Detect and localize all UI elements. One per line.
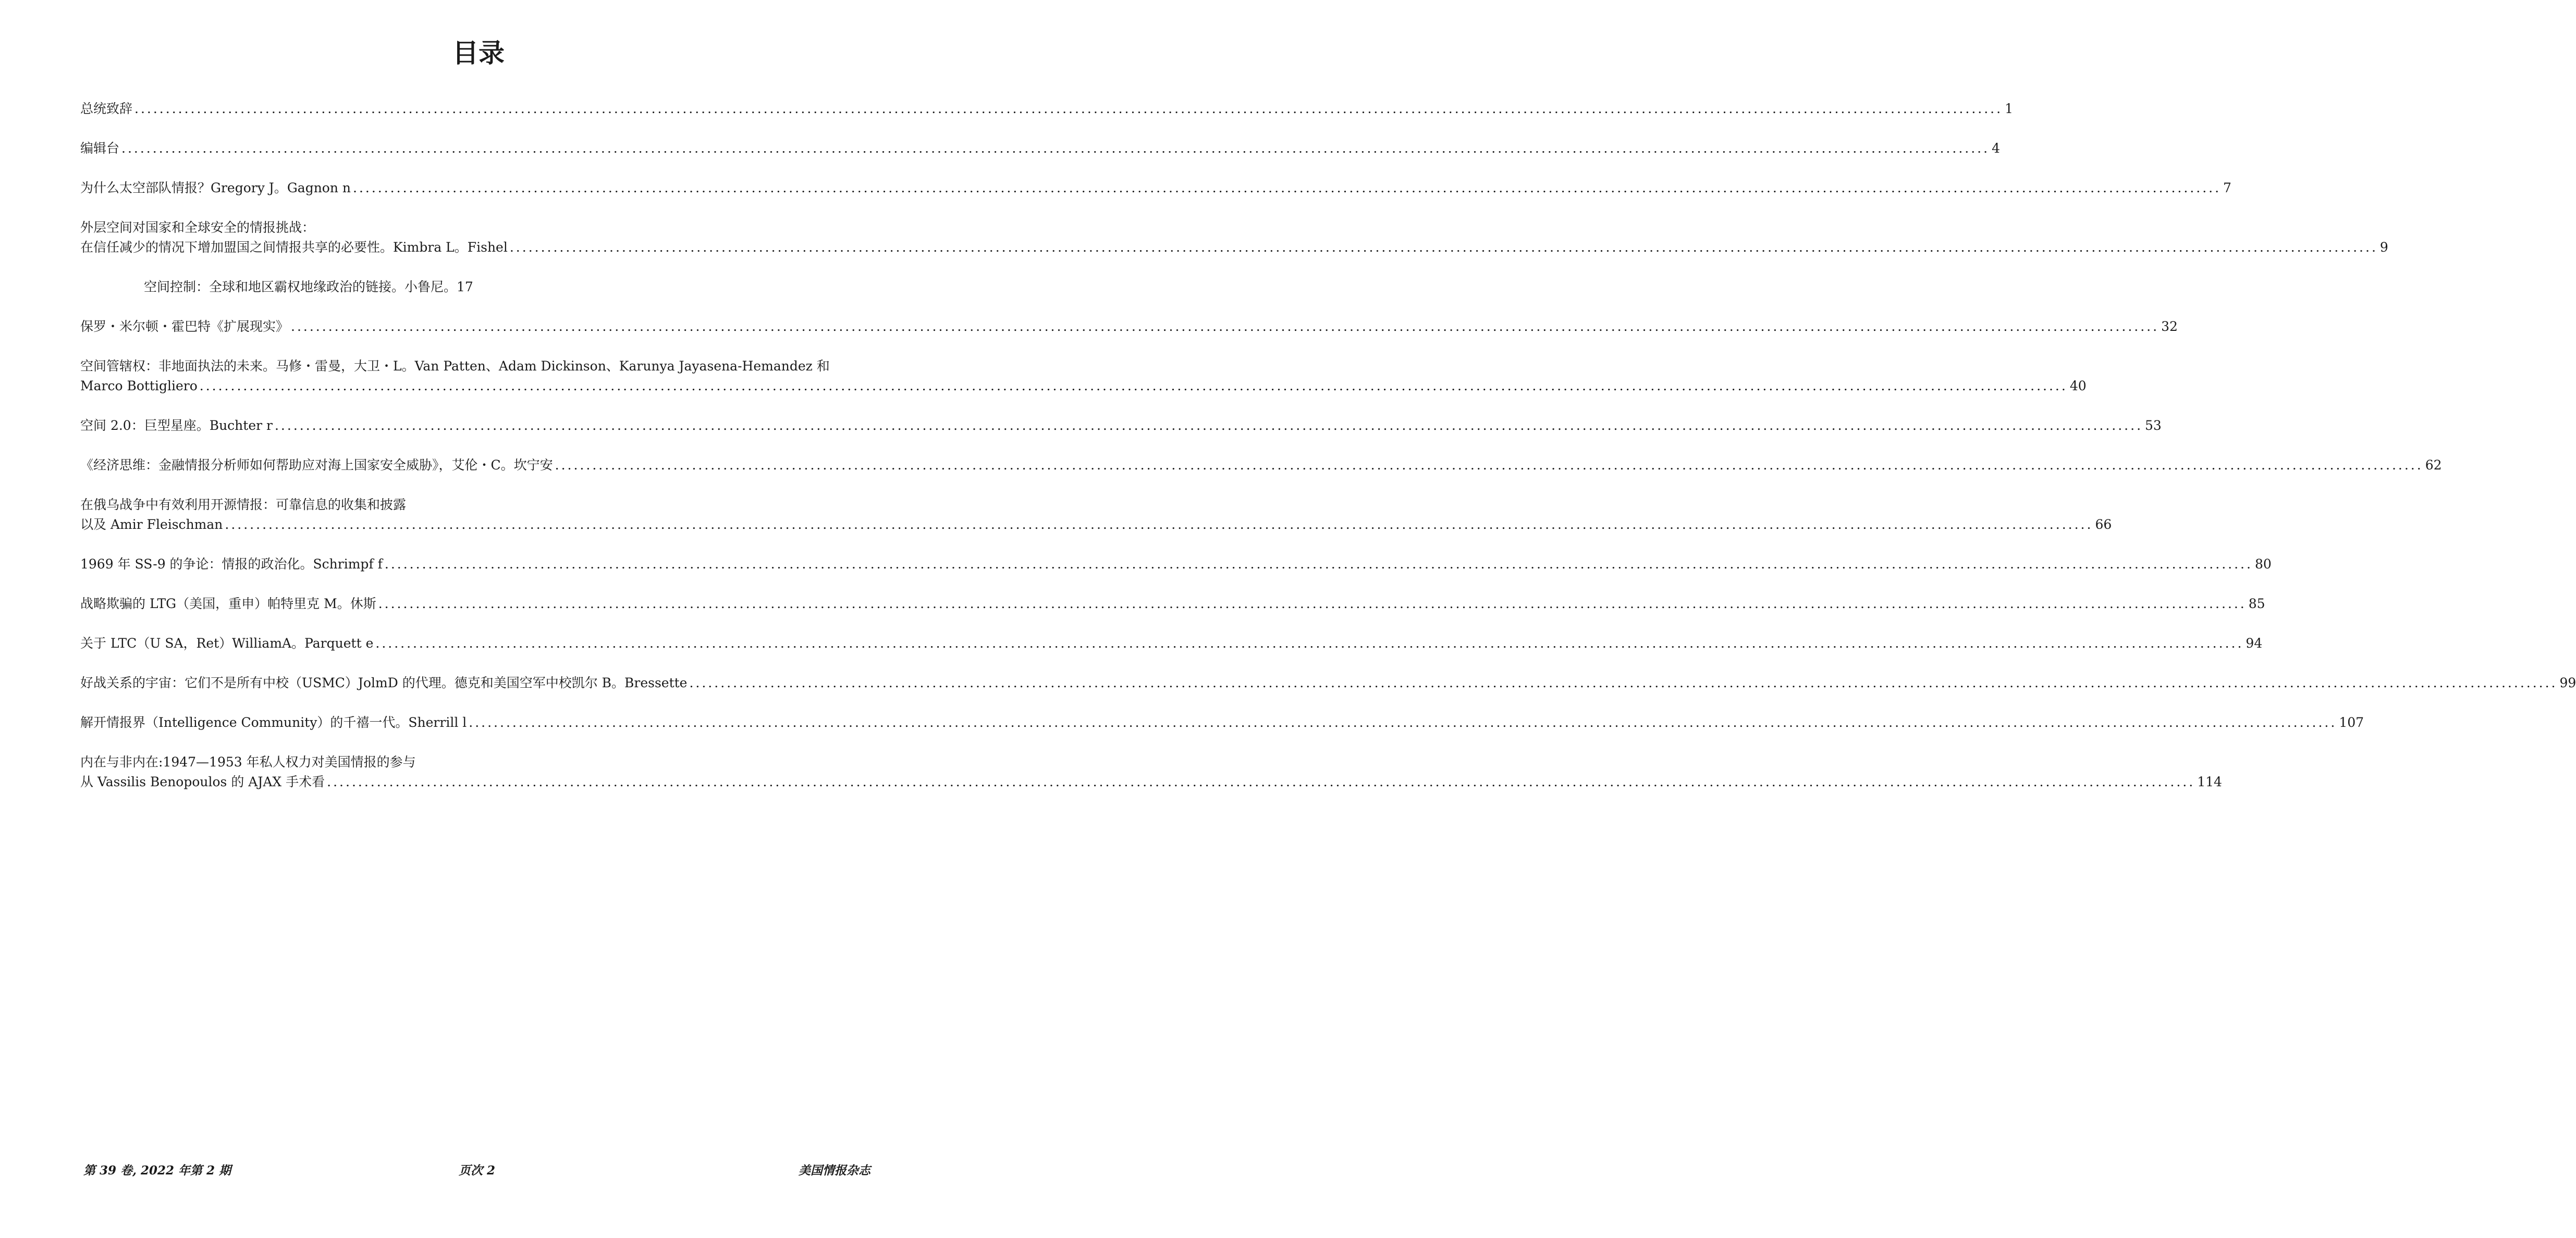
toc-entry-title: 1969 年 SS-9 的争论：情报的政治化。Schrimpf f xyxy=(80,556,383,572)
toc-entry[interactable] xyxy=(80,455,2442,475)
toc-entry-page-number: 4 xyxy=(1992,141,2000,156)
toc-entry-title: 战略欺骗的 LTG（美国，重申）帕特里克 M。休斯 xyxy=(80,596,376,611)
toc-entry-line xyxy=(80,495,864,515)
toc-entry-title: 外层空间对国家和全球安全的情报挑战： xyxy=(80,220,315,235)
toc-entry[interactable] xyxy=(80,673,2576,693)
toc-entry-line xyxy=(80,356,864,376)
dot-leader: ............................................................................................................................................................................................................................................................................................................ xyxy=(469,715,2337,730)
dot-leader: ............................................................................................................................................................................................................................................................................................................ xyxy=(121,141,1990,156)
toc-entry-title: 空间 2.0：巨型星座。Buchter r xyxy=(80,418,273,433)
toc-entry[interactable] xyxy=(80,99,2013,119)
toc-entry-title: 编辑台 xyxy=(80,141,120,156)
toc-entry[interactable] xyxy=(80,416,2162,436)
toc-entry-title: 以及 Amir Fleischman xyxy=(80,517,223,532)
dot-leader: ............................................................................................................................................................................................................................................................................................................ xyxy=(134,101,2003,116)
toc-entry-page-number: 114 xyxy=(2197,774,2222,789)
toc-entry-line xyxy=(80,218,864,238)
dot-leader: ............................................................................................................................................................................................................................................................................................................ xyxy=(375,636,2244,651)
toc-entry[interactable] xyxy=(80,594,2265,614)
toc-entry-title: 总统致辞 xyxy=(80,101,133,116)
dot-leader: ............................................................................................................................................................................................................................................................................................................ xyxy=(225,517,2093,532)
toc-entry-line xyxy=(80,515,2112,535)
toc-entry-line xyxy=(80,277,864,297)
toc-entry-title: 《经济思维：金融情报分析师如何帮助应对海上国家安全威胁》，艾伦・C。坎宁安 xyxy=(80,457,553,473)
dot-leader: ............................................................................................................................................................................................................................................................................................................ xyxy=(689,675,2558,690)
toc-entry-line xyxy=(80,139,2000,158)
toc-entry-title: 为什么太空部队情报？Gregory J。Gagnon n xyxy=(80,180,351,195)
toc-entry-page-number: 99 xyxy=(2559,675,2576,690)
toc-entry-line xyxy=(80,238,2388,257)
toc-entry-title: 解开情报界（Intelligence Community）的千禧一代。Sherrill l xyxy=(80,715,467,730)
toc-entry-title: 从 Vassilis Benopoulos 的 AJAX 手术看 xyxy=(80,774,325,789)
toc-entry-page-number: 62 xyxy=(2425,457,2442,473)
dot-leader: ............................................................................................................................................................................................................................................................................................................ xyxy=(384,556,2253,572)
toc-entry-line xyxy=(80,772,2222,792)
toc-entry-page-number: 107 xyxy=(2339,715,2364,730)
toc-entry-line xyxy=(80,416,2162,436)
toc-entry-page-number: 80 xyxy=(2254,556,2272,572)
dot-leader: ............................................................................................................................................................................................................................................................................................................ xyxy=(509,240,2378,255)
toc-entry[interactable] xyxy=(80,495,2112,535)
footer-journal-name: 美国情报杂志 xyxy=(799,1163,870,1178)
dot-leader: ............................................................................................................................................................................................................................................................................................................ xyxy=(378,596,2247,611)
toc-entry[interactable] xyxy=(80,317,2178,337)
toc-entry-page-number: 1 xyxy=(2005,101,2013,116)
toc-entry-page-number: 9 xyxy=(2379,240,2388,255)
toc-entry[interactable] xyxy=(80,356,2087,396)
toc-entry[interactable] xyxy=(80,634,2263,653)
footer-page-number: 页次 2 xyxy=(458,1163,495,1178)
toc-entry-page-number: 32 xyxy=(2161,319,2178,334)
toc-entry-page-number: 66 xyxy=(2095,517,2112,532)
toc-entry-page-number: 40 xyxy=(2069,378,2087,393)
dot-leader: ............................................................................................................................................................................................................................................................................................................ xyxy=(274,418,2143,433)
toc-entry-line xyxy=(80,455,2442,475)
toc-entry-title: 空间管辖权：非地面执法的未来。马修・雷曼，大卫・L。Van Patten、Adam Dickinson、Karunya Jayasena-Hemandez 和 xyxy=(80,358,830,374)
dot-leader: ............................................................................................................................................................................................................................................................................................................ xyxy=(199,378,2068,393)
toc-entry-line xyxy=(80,673,2576,693)
dot-leader: ............................................................................................................................................................................................................................................................................................................ xyxy=(327,774,2195,789)
toc-entry-line xyxy=(80,634,2263,653)
toc-entry[interactable] xyxy=(80,713,2364,733)
table-of-contents xyxy=(80,99,2576,812)
toc-entry-title: Marco Bottigliero xyxy=(80,378,198,393)
footer-volume-issue: 第 39 卷, 2022 年第 2 期 xyxy=(83,1163,231,1178)
toc-entry-title: 空间控制：全球和地区霸权地缘政治的链接。小鲁尼。17 xyxy=(144,279,473,294)
toc-entry-line xyxy=(80,99,2013,119)
dot-leader: ............................................................................................................................................................................................................................................................................................................ xyxy=(555,457,2423,473)
page-title: 目录 xyxy=(452,38,505,68)
toc-entry-line xyxy=(80,376,2087,396)
toc-entry-title: 在信任减少的情况下增加盟国之间情报共享的必要性。Kimbra L。Fishel xyxy=(80,240,508,255)
toc-entry-title: 关于 LTC（U SA，Ret）WilliamA。Parquett e xyxy=(80,636,374,651)
page-footer xyxy=(83,1161,870,1182)
toc-entry[interactable] xyxy=(80,554,2272,574)
toc-entry[interactable] xyxy=(80,277,864,297)
toc-entry-line xyxy=(80,317,2178,337)
toc-entry-title: 保罗・米尔顿・霍巴特《扩展现实》 xyxy=(80,319,289,334)
toc-entry-title: 在俄乌战争中有效利用开源情报：可靠信息的收集和披露 xyxy=(80,497,407,512)
toc-entry-line xyxy=(80,178,2231,198)
toc-entry-page-number: 7 xyxy=(2223,180,2231,195)
toc-entry-line xyxy=(80,594,2265,614)
dot-leader: ............................................................................................................................................................................................................................................................................................................ xyxy=(353,180,2222,195)
toc-entry-line xyxy=(80,554,2272,574)
toc-entry-title: 好战关系的宇宙：它们不是所有中校（USMC）JolmD 的代理。德克和美国空军中校凯尔 B。Bressette xyxy=(80,675,688,690)
toc-entry-line xyxy=(80,752,864,772)
toc-entry-page-number: 85 xyxy=(2248,596,2265,611)
toc-entry-page-number: 94 xyxy=(2246,636,2263,651)
toc-entry-title: 内在与非内在:1947—1953 年私人权力对美国情报的参与 xyxy=(80,754,416,770)
toc-entry[interactable] xyxy=(80,139,2000,158)
toc-entry[interactable] xyxy=(80,218,2388,257)
dot-leader: ............................................................................................................................................................................................................................................................................................................ xyxy=(291,319,2160,334)
toc-entry[interactable] xyxy=(80,752,2222,792)
toc-entry-page-number: 53 xyxy=(2145,418,2162,433)
toc-entry-line xyxy=(80,713,2364,733)
toc-entry[interactable] xyxy=(80,178,2231,198)
